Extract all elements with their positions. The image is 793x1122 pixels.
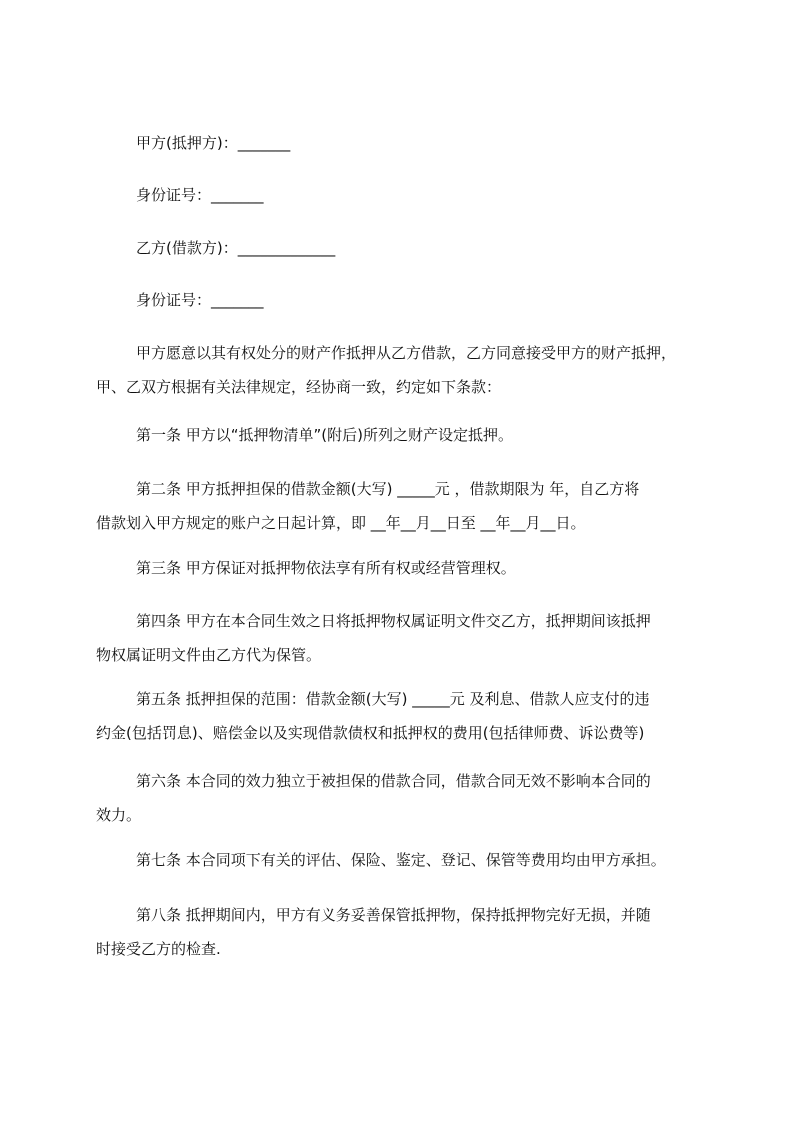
party-a-field: 甲方(抵押方)：_______ xyxy=(136,134,291,152)
article-1: 第一条 甲方以“抵押物清单”(附后)所列之财产设定抵押。 xyxy=(136,426,514,444)
article-4-line-1: 第四条 甲方在本合同生效之日将抵押物权属证明文件交乙方，抵押期间该抵押 xyxy=(136,612,651,630)
article-2 xyxy=(96,472,716,540)
intro-line-2-text: 甲、乙双方根据有关法律规定，经协商一致，约定如下条款： xyxy=(96,378,502,396)
party-b-field: 乙方(借款方)：_____________ xyxy=(136,239,336,257)
intro-line-1: 甲方愿意以其有权处分的财产作抵押从乙方借款，乙方同意接受甲方的财产抵押， xyxy=(136,344,677,362)
article-4-line-2: 物权属证明文件由乙方代为保管。 xyxy=(96,646,322,664)
article-8-line-1: 第八条 抵押期间内，甲方有义务妥善保管抵押物，保持抵押物完好无损，并随 xyxy=(136,906,651,924)
article-6 xyxy=(96,764,716,832)
article-6-line-2: 效力。 xyxy=(96,806,142,824)
article-2-line-2: 借款划入甲方规定的账户之日起计算，即 __年__月__日至 __年__月__日。 xyxy=(96,514,586,532)
article-2-line-1: 第二条 甲方抵押担保的借款金额(大写) _____元 ，借款期限为 年，自乙方将 xyxy=(136,480,640,498)
party-b-id-field: 身份证号：_______ xyxy=(136,291,264,309)
article-7: 第七条 本合同项下有关的评估、保险、鉴定、登记、保管等费用均由甲方承担。 xyxy=(136,851,666,869)
article-5-line-1: 第五条 抵押担保的范围：借款金额(大写) _____元 及利息、借款人应支付的违 xyxy=(136,690,650,708)
article-5-line-2: 约金(包括罚息)、赔偿金以及实现借款债权和抵押权的费用(包括律师费、诉讼费等) xyxy=(96,724,645,742)
article-4 xyxy=(96,604,716,672)
article-6-line-1: 第六条 本合同的效力独立于被担保的借款合同，借款合同无效不影响本合同的 xyxy=(136,772,651,790)
intro-line-2 xyxy=(96,370,716,404)
party-a-id-field: 身份证号：_______ xyxy=(136,186,264,204)
intro-paragraph xyxy=(96,336,716,404)
article-5 xyxy=(96,682,716,750)
article-8-line-2: 时接受乙方的检查. xyxy=(96,940,221,958)
article-3: 第三条 甲方保证对抵押物依法享有所有权或经营管理权。 xyxy=(136,559,516,577)
article-8 xyxy=(96,898,716,966)
